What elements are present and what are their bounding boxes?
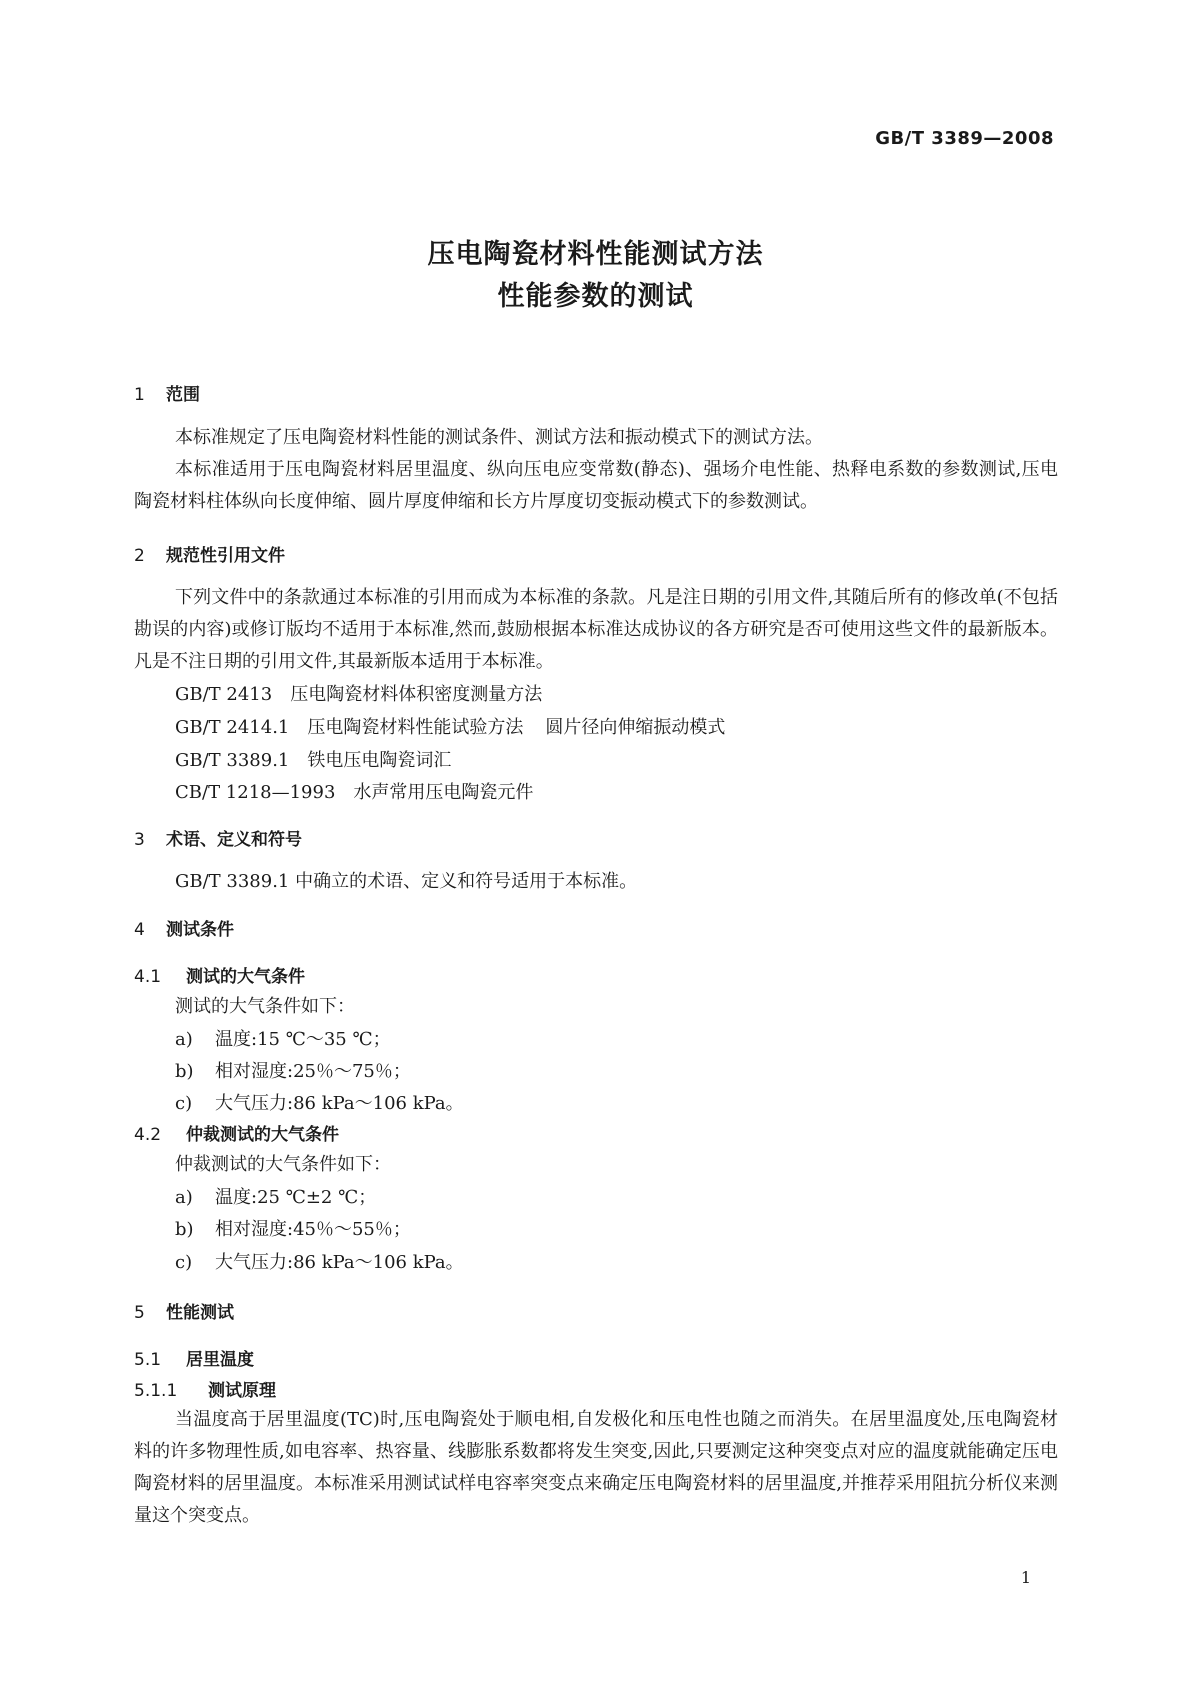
list-text: 相对湿度:45％～55％； (215, 1219, 411, 1240)
section-number: 5 (134, 1303, 145, 1323)
section-title: 居里温度 (186, 1350, 254, 1370)
section-title: 性能测试 (166, 1303, 234, 1323)
list-text: 相对湿度:25％～75％； (215, 1061, 411, 1082)
reference-code: CB/T 1218—1993 (175, 782, 336, 803)
page-number: 1 (1020, 1568, 1031, 1587)
document-subtitle: 性能参数的测试 (497, 281, 694, 312)
reference-code: GB/T 3389.1 (175, 750, 290, 771)
subsection-heading-5-1-1 (134, 1376, 276, 1401)
paragraph: GB/T 3389.1 中确立的术语、定义和符号适用于本标准。 (175, 871, 638, 892)
section-title: 规范性引用文件 (166, 546, 285, 566)
section-heading-5 (134, 1298, 234, 1323)
list-marker: c) (175, 1252, 193, 1273)
list-marker: a) (175, 1187, 193, 1208)
section-title: 测试原理 (208, 1381, 276, 1401)
section-number: 5.1.1 (134, 1381, 178, 1401)
reference-code: GB/T 2413 (175, 684, 273, 705)
section-number: 1 (134, 385, 145, 405)
list-marker: b) (175, 1219, 194, 1240)
section-title: 测试条件 (166, 920, 234, 940)
section-title: 仲裁测试的大气条件 (186, 1125, 339, 1145)
list-intro: 仲裁测试的大气条件如下： (175, 1154, 391, 1175)
section-number: 2 (134, 546, 145, 566)
list-intro: 测试的大气条件如下： (175, 996, 355, 1017)
list-marker: c) (175, 1093, 193, 1114)
section-heading-2 (134, 541, 285, 566)
section-number: 4 (134, 920, 145, 940)
paragraph: 当温度高于居里温度(TC)时,压电陶瓷处于顺电相,自发极化和压电性也随之而消失。在居里温度处,压电陶瓷材料的许多物理性质,如电容率、热容量、线膨胀系数都将发生突变,因此,只要测定这种突变点对应的温度就能确定压电陶瓷材料的居里温度。本标准采用测试试样电容率突变点来确定压电陶瓷材料的居里温度,并推荐采用阻抗分析仪来测量这个突变点。 (134, 1409, 1058, 1526)
reference-item (175, 746, 451, 772)
section-number: 4.1 (134, 967, 162, 987)
reference-item (175, 778, 533, 804)
reference-code: GB/T 2414.1 (175, 717, 290, 738)
subsection-heading-5-1 (134, 1345, 254, 1370)
section-number: 5.1 (134, 1350, 162, 1370)
list-text: 大气压力:86 kPa～106 kPa。 (215, 1093, 464, 1114)
reference-title: 压电陶瓷材料体积密度测量方法 (290, 684, 543, 705)
subsection-heading-4-1 (134, 962, 305, 987)
list-item (175, 1248, 464, 1274)
section-title: 测试的大气条件 (186, 967, 305, 987)
list-item (175, 1215, 411, 1241)
section-title: 范围 (166, 385, 200, 405)
reference-title: 水声常用压电陶瓷元件 (353, 782, 534, 803)
list-marker: a) (175, 1029, 193, 1050)
paragraph: 下列文件中的条款通过本标准的引用而成为本标准的条款。凡是注日期的引用文件,其随后所有的修改单(不包括勘误的内容)或修订版均不适用于本标准,然而,鼓励根据本标准达成协议的各方研究是否可使用这些文件的最新版本。凡是不注日期的引用文件,其最新版本适用于本标准。 (134, 587, 1058, 672)
standard-code: GB/T 3389—2008 (875, 128, 1054, 149)
reference-title: 压电陶瓷材料性能试验方法 (307, 717, 524, 738)
list-text: 温度:25 ℃±2 ℃； (215, 1187, 377, 1208)
reference-subtitle: 圆片径向伸缩振动模式 (545, 717, 726, 738)
list-item (175, 1057, 411, 1083)
list-text: 大气压力:86 kPa～106 kPa。 (215, 1252, 464, 1273)
paragraph: 本标准适用于压电陶瓷材料居里温度、纵向压电应变常数(静态)、强场介电性能、热释电系数的参数测试,压电陶瓷材料柱体纵向长度伸缩、圆片厚度伸缩和长方片厚度切变振动模式下的参数测试。 (134, 459, 1058, 512)
section-number: 4.2 (134, 1125, 162, 1145)
section-heading-4 (134, 915, 234, 940)
section-heading-3 (134, 825, 302, 850)
list-text: 温度:15 ℃～35 ℃； (215, 1029, 391, 1050)
reference-title: 铁电压电陶瓷词汇 (307, 750, 452, 771)
section-heading-1 (134, 380, 200, 405)
list-item (175, 1089, 464, 1115)
section-title: 术语、定义和符号 (166, 830, 302, 850)
list-item (175, 1183, 376, 1209)
reference-item (175, 713, 725, 739)
list-item (175, 1025, 391, 1051)
document-title: 压电陶瓷材料性能测试方法 (427, 239, 764, 270)
reference-item (175, 680, 542, 706)
subsection-heading-4-2 (134, 1120, 339, 1145)
paragraph: 本标准规定了压电陶瓷材料性能的测试条件、测试方法和振动模式下的测试方法。 (175, 427, 823, 448)
section-number: 3 (134, 830, 145, 850)
list-marker: b) (175, 1061, 194, 1082)
